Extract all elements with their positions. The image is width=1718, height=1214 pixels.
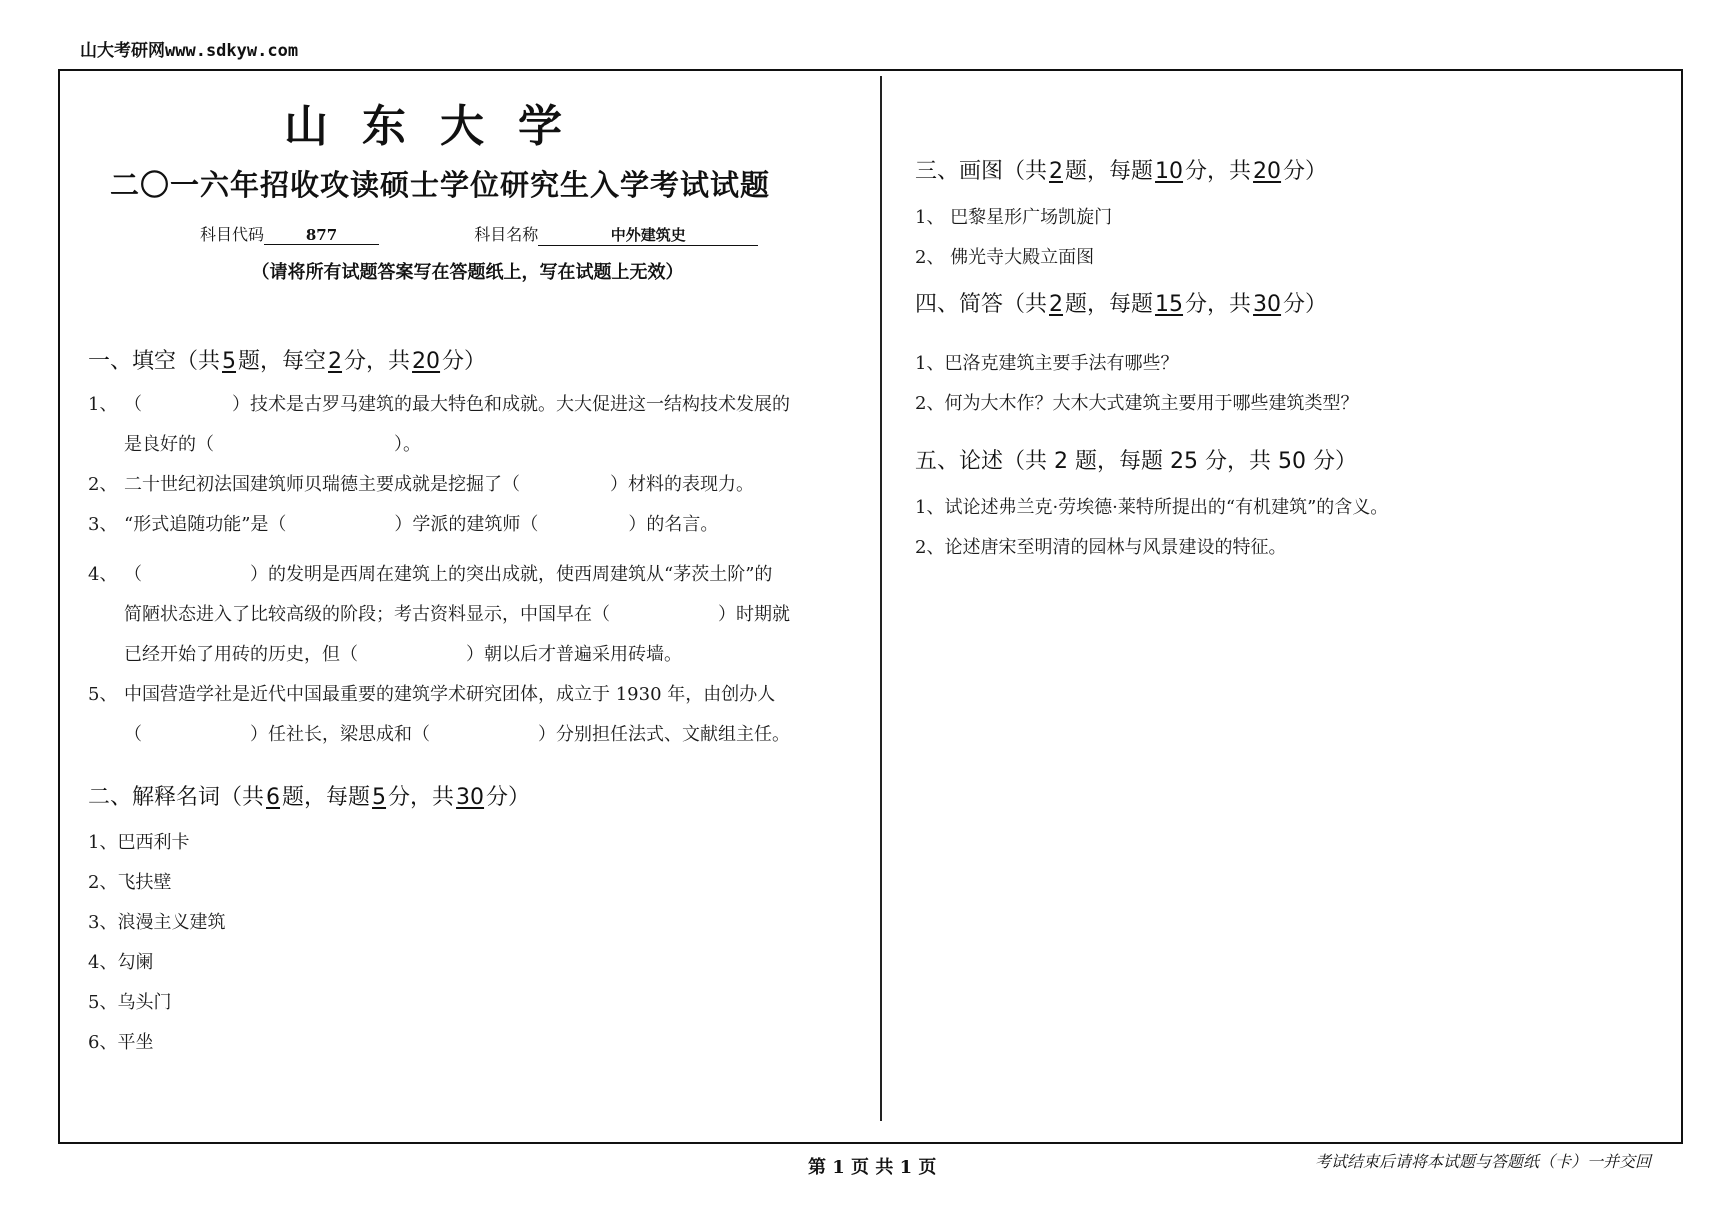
subject-name: 中外建筑史: [538, 224, 758, 246]
question-3: 3、 “形式追随功能”是（ ）学派的建筑师（ ）的名言。: [88, 514, 719, 535]
drawing-item: 2、 佛光寺大殿立面图: [915, 247, 1095, 268]
watermark: 山大考研网www.sdkyw.com: [80, 41, 299, 61]
question-2: 2、 二十世纪初法国建筑师贝瑞德主要成就是挖掘了（ ）材料的表现力。: [88, 474, 754, 495]
subject-meta: [200, 222, 758, 246]
term-item: 2、飞扶壁: [88, 872, 172, 893]
section-4-title: 四、简答（共2题，每题15分，共30分）: [915, 292, 1328, 317]
short-answer-item: 1、巴洛克建筑主要手法有哪些？: [915, 353, 1179, 374]
essay-item: 2、论述唐宋至明清的园林与风景建设的特征。: [915, 537, 1287, 558]
term-item: 5、乌头门: [88, 992, 172, 1013]
section-1-title: 一、填空（共5题，每空2分，共20分）: [88, 349, 487, 374]
footer-note: 考试结束后请将本试题与答题纸（卡）一并交回: [1315, 1152, 1652, 1171]
column-divider: [880, 76, 882, 1121]
question-4: 4、 （ ）的发明是西周在建筑上的突出成就，使西周建筑从“茅茨土阶”的 简陋状态进入了比较高级的阶段；考古资料显示，中国早在（ ）时期就 已经开始了用砖的历史，但（ ）朝以后才普遍采用砖墙。: [88, 564, 790, 665]
section-2-title: 二、解释名词（共6题，每题5分，共30分）: [88, 785, 531, 810]
page-number: 第 1 页 共 1 页: [808, 1157, 937, 1178]
drawing-item: 1、 巴黎星形广场凯旋门: [915, 207, 1113, 228]
subject-name-label: 科目名称: [474, 225, 539, 244]
term-item: 1、巴西利卡: [88, 832, 190, 853]
subject-code: 877: [264, 226, 379, 245]
university-name: 山东大学: [284, 101, 596, 152]
term-item: 6、平坐: [88, 1032, 154, 1053]
term-item: 3、浪漫主义建筑: [88, 912, 226, 933]
section-3-title: 三、画图（共2题，每题10分，共20分）: [915, 159, 1328, 184]
notice: （请将所有试题答案写在答题纸上，写在试题上无效）: [251, 262, 684, 283]
exam-title: 二〇一六年招收攻读硕士学位研究生入学考试试题: [109, 168, 770, 202]
question-5: 5、 中国营造学社是近代中国最重要的建筑学术研究团体，成立于 1930 年，由创办人 （ ）任社长，梁思成和（ ）分别担任法式、文献组主任。: [88, 684, 790, 745]
question-1: 1、 （ ）技术是古罗马建筑的最大特色和成就。大大促进这一结构技术发展的 是良好的（ ）。: [88, 394, 790, 455]
subject-code-label: 科目代码: [200, 225, 265, 244]
essay-item: 1、试论述弗兰克·劳埃德·莱特所提出的“有机建筑”的含义。: [915, 497, 1389, 518]
section-5-title: 五、论述（共 2 题，每题 25 分，共 50 分）: [915, 449, 1357, 474]
short-answer-item: 2、何为大木作？大木大式建筑主要用于哪些建筑类型？: [915, 393, 1359, 414]
term-item: 4、勾阑: [88, 952, 154, 973]
